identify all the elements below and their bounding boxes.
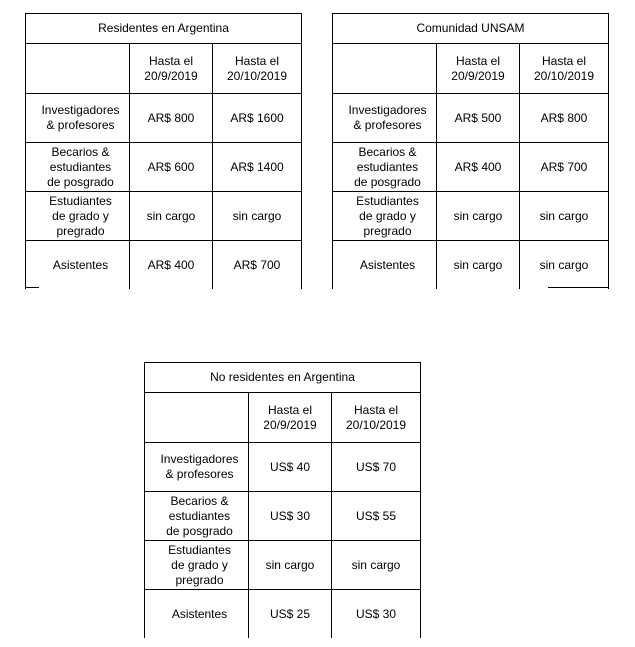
category-cell: Becarios & estudiantes de posgrado bbox=[26, 143, 130, 192]
price-cell: AR$ 600 bbox=[130, 143, 213, 192]
header-date-1: Hasta el 20/9/2019 bbox=[437, 44, 520, 94]
category-cell: Estudiantes de grado y pregrado bbox=[145, 541, 249, 590]
category-cell: Investigadores & profesores bbox=[26, 94, 130, 143]
table-row bbox=[333, 94, 609, 143]
table-row bbox=[26, 94, 302, 143]
price-cell: US$ 30 bbox=[332, 590, 421, 639]
price-cell: AR$ 400 bbox=[130, 241, 213, 290]
table-row bbox=[333, 143, 609, 192]
price-cell: US$ 70 bbox=[332, 443, 421, 492]
category-cell: Asistentes bbox=[26, 241, 130, 290]
price-cell: US$ 40 bbox=[249, 443, 332, 492]
category-cell: Estudiantes de grado y pregrado bbox=[333, 192, 437, 241]
fee-table-no-residentes bbox=[144, 362, 421, 638]
category-cell: Estudiantes de grado y pregrado bbox=[26, 192, 130, 241]
header-empty bbox=[26, 44, 130, 94]
price-cell: AR$ 1400 bbox=[213, 143, 302, 192]
price-cell: AR$ 400 bbox=[437, 143, 520, 192]
price-cell: sin cargo bbox=[437, 241, 520, 290]
price-cell: US$ 30 bbox=[249, 492, 332, 541]
category-cell: Asistentes bbox=[145, 590, 249, 639]
price-cell: AR$ 800 bbox=[130, 94, 213, 143]
header-date-1: Hasta el 20/9/2019 bbox=[130, 44, 213, 94]
price-cell: AR$ 700 bbox=[213, 241, 302, 290]
table-title: Residentes en Argentina bbox=[26, 14, 302, 44]
table-row bbox=[145, 590, 421, 639]
category-cell: Asistentes bbox=[333, 241, 437, 290]
price-cell: sin cargo bbox=[130, 192, 213, 241]
table-row bbox=[26, 143, 302, 192]
fee-table-residentes bbox=[25, 13, 302, 289]
category-cell: Investigadores & profesores bbox=[145, 443, 249, 492]
category-cell: Investigadores & profesores bbox=[333, 94, 437, 143]
price-cell: sin cargo bbox=[249, 541, 332, 590]
header-empty bbox=[333, 44, 437, 94]
header-empty bbox=[145, 393, 249, 443]
fee-table-unsam bbox=[332, 13, 609, 289]
price-cell: sin cargo bbox=[520, 192, 609, 241]
table-row bbox=[26, 192, 302, 241]
table-title: Comunidad UNSAM bbox=[333, 14, 609, 44]
category-cell: Becarios & estudiantes de posgrado bbox=[145, 492, 249, 541]
price-cell: AR$ 1600 bbox=[213, 94, 302, 143]
price-cell: sin cargo bbox=[437, 192, 520, 241]
table-row bbox=[145, 541, 421, 590]
price-cell: sin cargo bbox=[332, 541, 421, 590]
price-cell: AR$ 800 bbox=[520, 94, 609, 143]
price-cell: AR$ 500 bbox=[437, 94, 520, 143]
price-cell: AR$ 700 bbox=[520, 143, 609, 192]
category-cell: Becarios & estudiantes de posgrado bbox=[333, 143, 437, 192]
table-row bbox=[333, 192, 609, 241]
price-cell: US$ 55 bbox=[332, 492, 421, 541]
table-row bbox=[333, 241, 609, 290]
price-cell: sin cargo bbox=[520, 241, 609, 290]
table-row bbox=[145, 443, 421, 492]
table-row bbox=[26, 241, 302, 290]
table-edge-tick bbox=[548, 287, 609, 288]
price-cell: US$ 25 bbox=[249, 590, 332, 639]
table-row bbox=[145, 492, 421, 541]
table-title: No residentes en Argentina bbox=[145, 363, 421, 393]
header-date-2: Hasta el 20/10/2019 bbox=[213, 44, 302, 94]
header-date-2: Hasta el 20/10/2019 bbox=[332, 393, 421, 443]
table-edge-tick bbox=[25, 287, 39, 288]
price-cell: sin cargo bbox=[213, 192, 302, 241]
header-date-1: Hasta el 20/9/2019 bbox=[249, 393, 332, 443]
header-date-2: Hasta el 20/10/2019 bbox=[520, 44, 609, 94]
